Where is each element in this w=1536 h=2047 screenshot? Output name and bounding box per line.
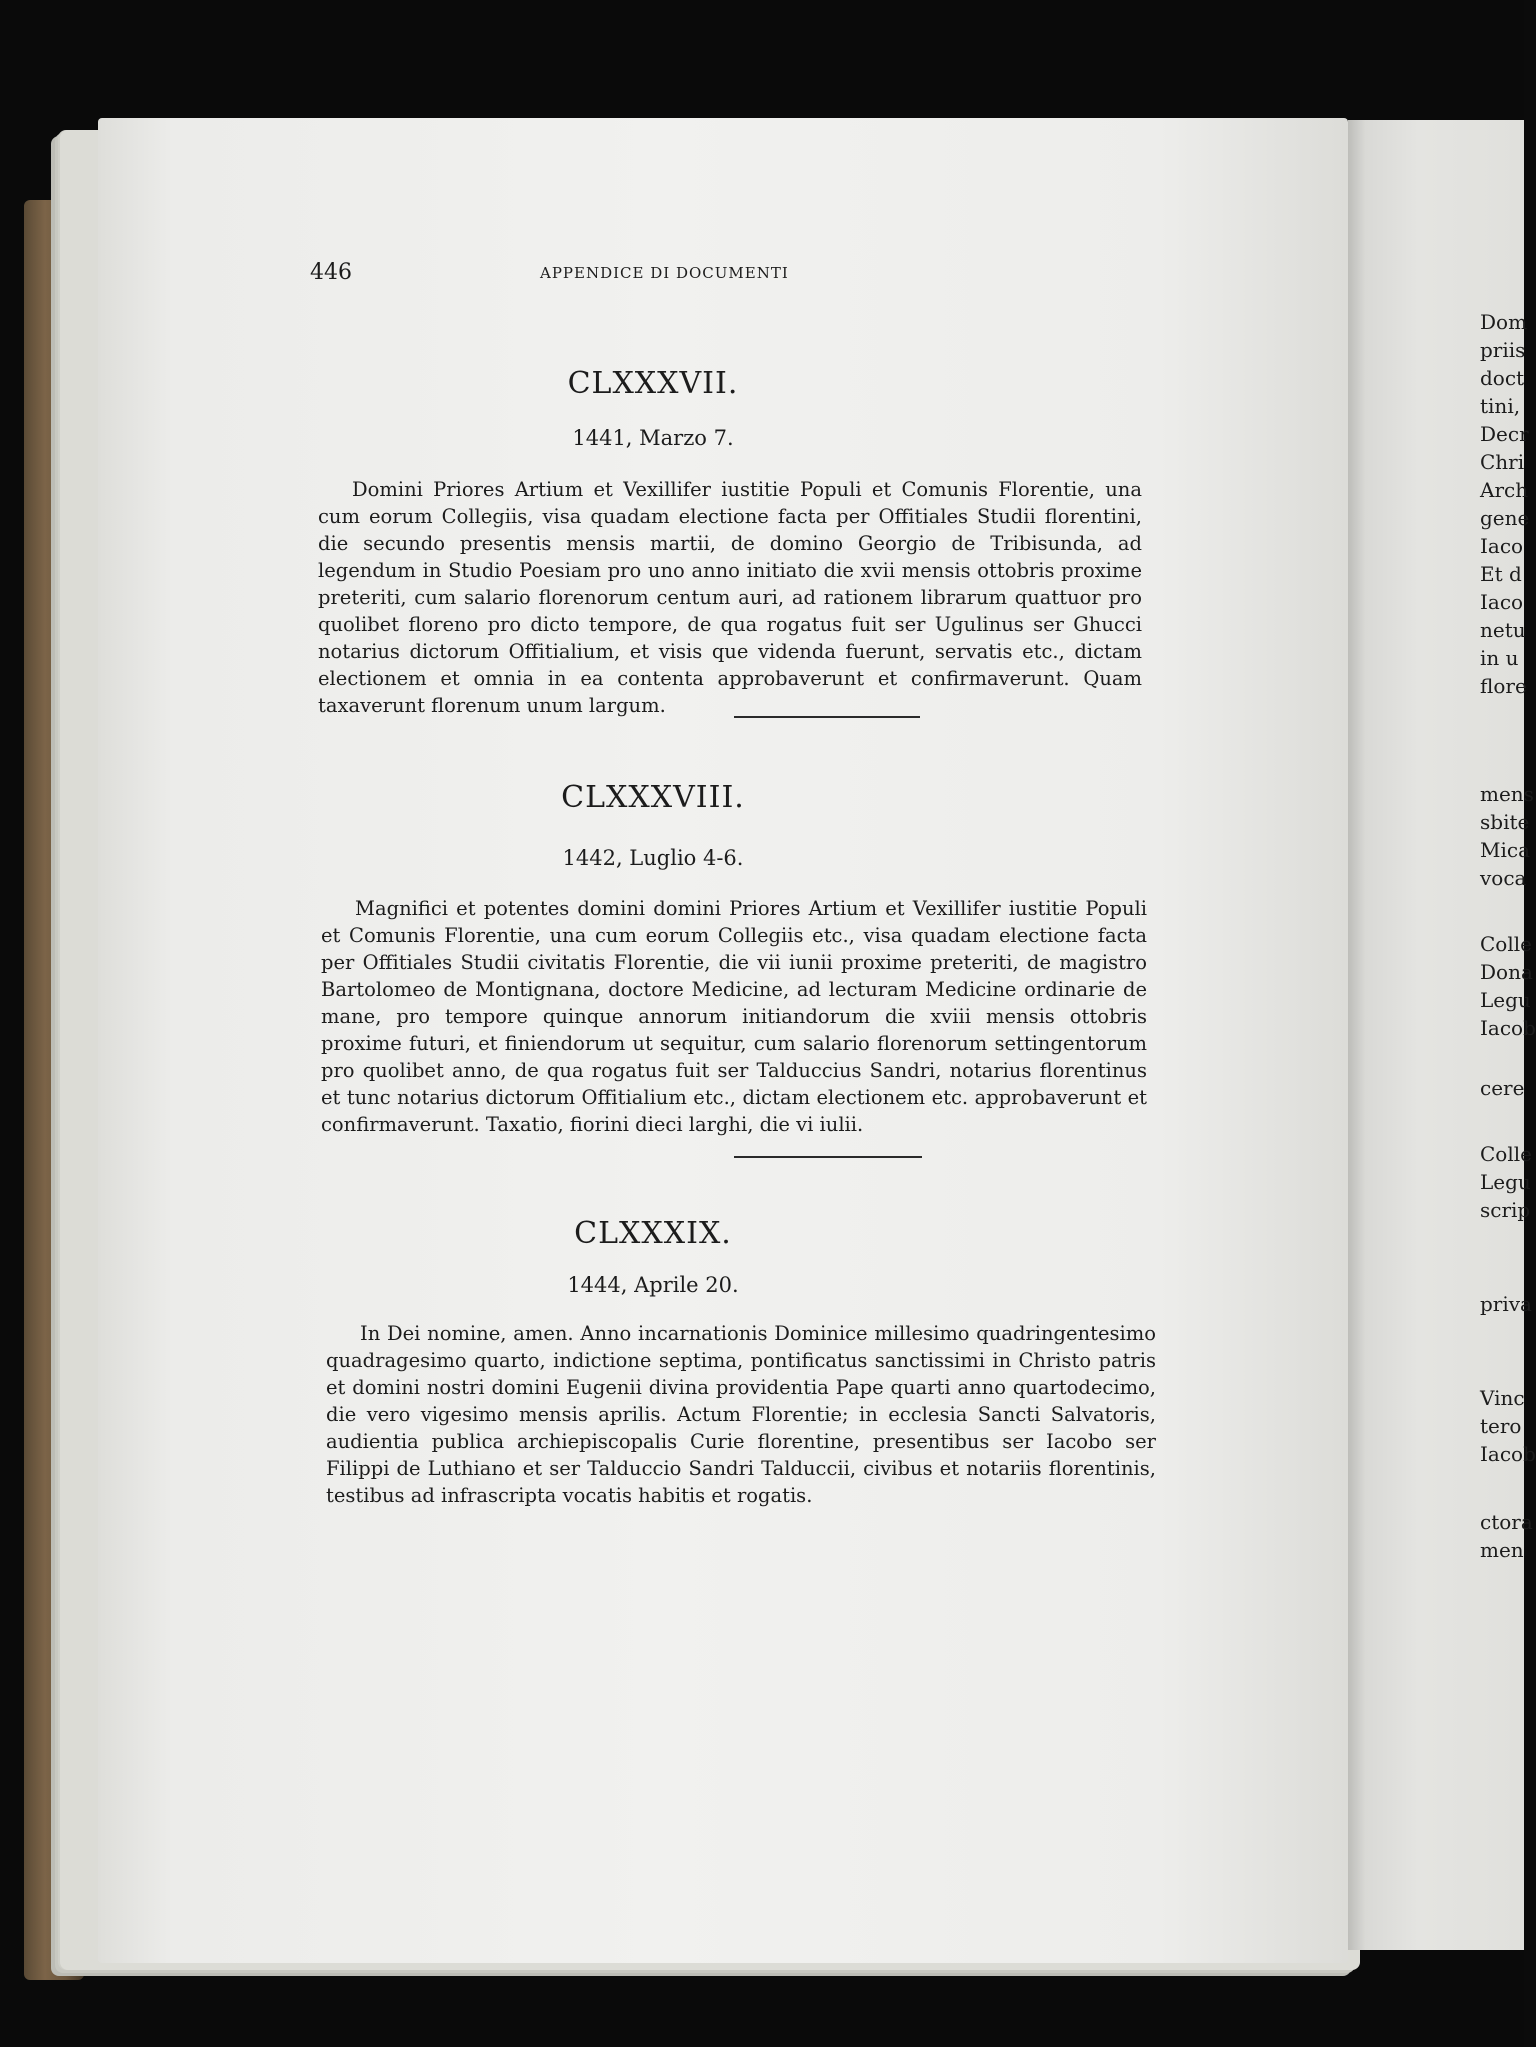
facing-page-fragment: doct (1480, 366, 1525, 390)
document-text: Magnifici et potentes domini domini Priores Artium et Vexillifer iustitie Populi et Comunis Florentie, una cum eorum Collegiis etc., visa quadam electione facta per Offitiales Studii civitatis Florentie, die vii iunii proxime preteriti, de magistro Bartolomeo de Montignana, doctore Medicine, ad lecturam Medicine ordinarie de mane, pro tempore quinque annorum initiandorum die xviii mensis ottobris proxime futuri, et finiendorum ut sequitur, cum salario florenorum settingentorum pro quolibet anno, de qua rogatus fuit ser Talduccius Sandri, notarius florentinus et tunc notarius dictorum Offitialium etc., dictam electionem etc. approbaverunt et confirmaverunt. Taxatio, fiorini dieci larghi, die vi iulii. (321, 897, 1147, 1136)
facing-page-fragment: sbite (1480, 810, 1530, 834)
page-header (310, 260, 1020, 290)
document-date: 1442, Luglio 4-6. (562, 846, 744, 870)
facing-page-fragment: Decr (1480, 422, 1529, 446)
section-divider (734, 1156, 922, 1158)
document-number: CLXXXVIII. (561, 780, 745, 815)
show-through (98, 298, 1348, 320)
facing-page-fragment: men (1480, 1538, 1524, 1562)
document-text: Domini Priores Artium et Vexillifer iustitie Populi et Comunis Florentie, una cum eorum Collegiis, visa quadam electione facta per Offitiales Studii florentini, die secundo presentis mensis martii, de domino Georgio de Tribisunda, ad legendum in Studio Poesiam pro uno anno initiato die xvii mensis ottobris proxime preteriti, cum salario florenorum centum auri, ad rationem librarum quattuor pro quolibet floreno pro dicto tempore, de qua rogatus fuit ser Ugulinus ser Ghucci notarius dictorum Offitialium, et visis que videnda fuerunt, servatis etc., dictam electionem et omnia in ea contenta approbaverunt et confirmaverunt. Quam taxaverunt florenum unum largum. (318, 478, 1142, 717)
facing-page-fragment: scrip (1480, 1198, 1531, 1222)
facing-page-fragment: priis (1480, 338, 1526, 362)
document-date: 1444, Aprile 20. (567, 1273, 739, 1297)
document-date: 1441, Marzo 7. (572, 426, 734, 450)
facing-page-fragment: Arch (1480, 478, 1529, 502)
facing-page-fragment: Dona (1480, 960, 1533, 984)
facing-page-fragment: Iacob (1480, 1442, 1536, 1466)
facing-page-fragment: tero (1480, 1414, 1522, 1438)
section-divider (734, 716, 920, 718)
facing-page-fragment: Iacob (1480, 1016, 1536, 1040)
running-title: APPENDICE DI DOCUMENTI (540, 264, 789, 282)
facing-page-fragment: tini, (1480, 394, 1521, 418)
facing-page-fragment: cere (1480, 1076, 1525, 1100)
facing-page-fragment: netu (1480, 618, 1526, 642)
document-number: CLXXXIX. (574, 1216, 732, 1251)
document-text: In Dei nomine, amen. Anno incarnationis Dominice millesimo quadringentesimo quadragesimo quarto, indictione septima, pontificatus sanctissimi in Christo patris et domini nostri domini Eugenii divina providentia Pape quarti anno quartodecimo, die vero vigesimo mensis aprilis. Actum Florentie; in ecclesia Sancti Salvatoris, audientia publica archiepiscopalis Curie florentine, presentibus ser Iacobo ser Filippi de Luthiano et ser Talduccio Sandri Talduccii, civibus et notariis florentinis, testibus ad infrascripta vocatis habitis et rogatis. (326, 1322, 1156, 1507)
facing-page-fragment: in u (1480, 646, 1519, 670)
page-number: 446 (310, 260, 352, 285)
facing-page-fragment: Colle (1480, 932, 1532, 956)
facing-page-fragment: Chri (1480, 450, 1525, 474)
facing-page-fragment: Legu (1480, 1170, 1531, 1194)
facing-page-fragment: Dom (1480, 310, 1528, 334)
document-number: CLXXXVII. (567, 366, 739, 401)
book-page (98, 118, 1348, 1963)
facing-page-fragment: priva (1480, 1292, 1532, 1316)
facing-page-fragment: Et d (1480, 562, 1522, 586)
facing-page (1348, 120, 1536, 1950)
facing-page-fragment: mens (1480, 782, 1534, 806)
facing-page-fragment: voca (1480, 866, 1527, 890)
facing-page-fragment: ctora (1480, 1510, 1533, 1534)
facing-page-fragment: Vinc (1480, 1386, 1525, 1410)
facing-page-fragment: Iaco (1480, 590, 1524, 614)
facing-page-fragment: Colle (1480, 1142, 1532, 1166)
facing-page-fragment: flore (1480, 674, 1527, 698)
facing-page-fragment: gene (1480, 506, 1530, 530)
facing-page-fragment: Iaco (1480, 534, 1524, 558)
facing-page-fragment: Mica (1480, 838, 1530, 862)
facing-page-fragment: Legu (1480, 988, 1531, 1012)
